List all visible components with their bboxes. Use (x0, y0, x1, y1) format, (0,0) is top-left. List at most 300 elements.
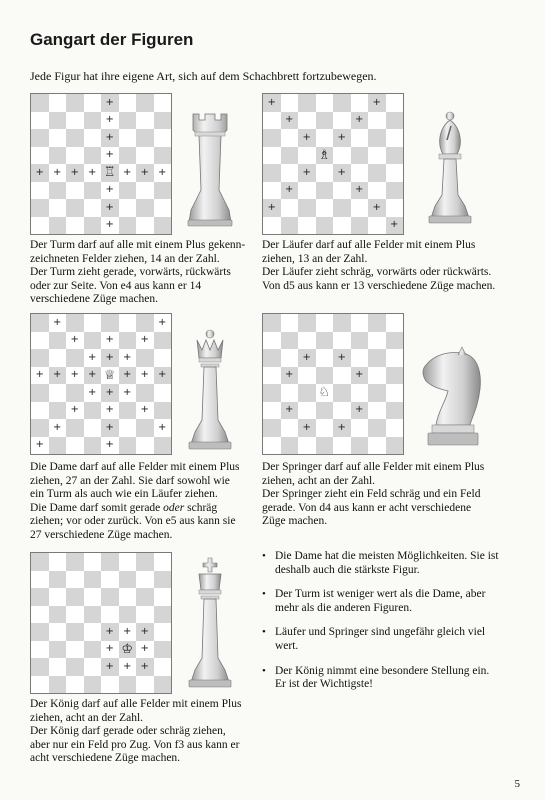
plus-marker: + (390, 219, 399, 231)
caption-line: Der Turm zieht gerade, vorwärts, rückwärts (30, 266, 231, 279)
caption-line: aber nur ein Feld pro Zug. Von f3 aus kann er (30, 738, 240, 751)
plus-marker: + (35, 166, 44, 178)
board-square (154, 437, 172, 455)
board-square (333, 349, 351, 367)
board-square (298, 332, 316, 350)
board-square (333, 367, 351, 385)
board-square (368, 314, 386, 332)
plus-marker: + (35, 369, 44, 381)
bishop-piece-icon: ♗ (318, 147, 331, 163)
board-square (281, 129, 299, 147)
plus-marker: + (105, 219, 114, 231)
plus-marker: + (158, 369, 167, 381)
board-square (298, 129, 316, 147)
plus-marker: + (140, 404, 149, 416)
board-square (386, 164, 404, 182)
caption-rook (30, 239, 280, 307)
board-square (386, 437, 404, 455)
plus-marker: + (105, 351, 114, 363)
board-square (136, 332, 154, 350)
caption-line: Der König darf auf alle Felder mit einem Plus (30, 698, 242, 710)
board-square (119, 606, 137, 624)
board-square (351, 332, 369, 350)
board-square (84, 676, 102, 694)
board-square (368, 164, 386, 182)
caption-line: ziehen, acht an der Zahl. (30, 711, 144, 724)
plus-marker: + (105, 96, 114, 108)
board-square (333, 437, 351, 455)
board-square (333, 217, 351, 235)
plus-marker: + (105, 334, 114, 346)
bullet-dot-icon: • (262, 550, 266, 562)
plus-marker: + (302, 351, 311, 363)
board-square (119, 658, 137, 676)
board-square (136, 147, 154, 165)
board-square (101, 94, 119, 112)
plus-marker: + (140, 643, 149, 655)
board-square (101, 641, 119, 659)
board-square (154, 349, 172, 367)
board-square (119, 182, 137, 200)
board-square (31, 553, 49, 571)
queen-piece-icon: ♕ (103, 367, 116, 383)
board-square (316, 147, 334, 165)
board-square (298, 349, 316, 367)
board-square (84, 314, 102, 332)
caption-line: gerade. Von d4 aus kann er acht verschiedene (262, 501, 472, 514)
board-square (66, 129, 84, 147)
board-square (101, 217, 119, 235)
bullet-item (260, 550, 515, 577)
board-square (316, 402, 334, 420)
board-square (154, 402, 172, 420)
caption-line: Der Läufer darf auf alle Felder mit einem Plus (262, 239, 476, 251)
caption-line: Von d5 aus kann er 13 verschiedene Züge machen. (262, 279, 496, 292)
board-square (84, 217, 102, 235)
board-square (316, 332, 334, 350)
plus-marker: + (88, 386, 97, 398)
plus-marker: + (70, 166, 79, 178)
board-square (31, 129, 49, 147)
board-square (154, 623, 172, 641)
board-square (154, 641, 172, 659)
page-title: Gangart der Figuren (30, 30, 194, 49)
board-square (298, 437, 316, 455)
board-square (101, 571, 119, 589)
board-square (31, 112, 49, 130)
board-square (298, 199, 316, 217)
board-square (281, 164, 299, 182)
board-square (84, 129, 102, 147)
plus-marker: + (105, 131, 114, 143)
board-square (154, 199, 172, 217)
board-square (66, 676, 84, 694)
plus-marker: + (105, 149, 114, 161)
board-square (368, 199, 386, 217)
king-piece-icon: ♔ (121, 641, 134, 657)
plus-marker: + (140, 625, 149, 637)
board-square (263, 129, 281, 147)
board-square (136, 199, 154, 217)
board-square (351, 419, 369, 437)
board-square (263, 94, 281, 112)
board-square (84, 553, 102, 571)
plus-marker: + (123, 660, 132, 672)
board-square (351, 199, 369, 217)
board-square (154, 332, 172, 350)
board-square (154, 147, 172, 165)
board-square (84, 332, 102, 350)
board-square (316, 112, 334, 130)
board-square (49, 676, 67, 694)
board-square (101, 588, 119, 606)
board-square (101, 147, 119, 165)
board-square (386, 384, 404, 402)
plus-marker: + (123, 351, 132, 363)
board-square (298, 419, 316, 437)
board-square (84, 658, 102, 676)
board-square (84, 384, 102, 402)
board-square (154, 129, 172, 147)
board-square (136, 641, 154, 659)
board-square (386, 402, 404, 420)
caption-line: verschiedene Züge machen. (30, 293, 159, 306)
plus-marker: + (53, 421, 62, 433)
board-square (66, 217, 84, 235)
board-square (49, 641, 67, 659)
caption-line: Der König darf gerade oder schräg ziehen, (30, 725, 226, 738)
board-square (31, 623, 49, 641)
caption-line: ziehen; vor oder zurück. Von e5 aus kann sie (30, 515, 236, 528)
board-square (31, 571, 49, 589)
board-square (368, 349, 386, 367)
board-square (154, 419, 172, 437)
board-square (298, 112, 316, 130)
board-square (136, 676, 154, 694)
board-square (119, 147, 137, 165)
board-square (101, 367, 119, 385)
board-square (154, 571, 172, 589)
board-square (136, 606, 154, 624)
plus-marker: + (35, 439, 44, 451)
board-square (281, 419, 299, 437)
board-square (66, 623, 84, 641)
plus-marker: + (53, 166, 62, 178)
board-square (351, 437, 369, 455)
board-square (119, 641, 137, 659)
board-square (119, 384, 137, 402)
board-square (31, 658, 49, 676)
board-square (49, 147, 67, 165)
board-square (368, 367, 386, 385)
board-square (31, 437, 49, 455)
board-square (263, 199, 281, 217)
board-square (281, 437, 299, 455)
board-square (136, 402, 154, 420)
caption-line: Die Dame darf auf alle Felder mit einem Plus (30, 461, 240, 473)
board-square (119, 199, 137, 217)
plus-marker: + (105, 404, 114, 416)
board-square (368, 437, 386, 455)
board-square (136, 384, 154, 402)
board-square (84, 94, 102, 112)
chessboard-rook (30, 93, 172, 235)
queen-figure (185, 328, 235, 458)
board-square (298, 314, 316, 332)
board-square (101, 553, 119, 571)
board-square (154, 217, 172, 235)
board-square (119, 314, 137, 332)
board-square (119, 164, 137, 182)
board-square (84, 641, 102, 659)
board-square (31, 676, 49, 694)
rook-figure (185, 110, 235, 230)
board-square (136, 314, 154, 332)
board-square (119, 437, 137, 455)
board-square (136, 419, 154, 437)
plus-marker: + (355, 114, 364, 126)
board-square (101, 164, 119, 182)
board-square (351, 129, 369, 147)
board-square (101, 349, 119, 367)
plus-marker: + (123, 625, 132, 637)
bullet-dot-icon: • (262, 664, 266, 677)
board-square (281, 147, 299, 165)
board-square (154, 553, 172, 571)
board-square (263, 349, 281, 367)
board-square (298, 164, 316, 182)
caption-line: Die Dame darf somit gerade oder schräg (30, 501, 218, 514)
bullet-line: mehr als die anderen Figuren. (275, 601, 412, 614)
knight-figure (418, 345, 488, 455)
plus-marker: + (105, 386, 114, 398)
page-number: 5 (514, 778, 520, 790)
plus-marker: + (105, 439, 114, 451)
plus-marker: + (158, 421, 167, 433)
plus-marker: + (123, 369, 132, 381)
plus-marker: + (140, 334, 149, 346)
board-square (66, 332, 84, 350)
board-square (316, 182, 334, 200)
board-square (368, 129, 386, 147)
bullet-line: Die Dame hat die meisten Möglichkeiten. Sie ist (275, 550, 499, 562)
board-square (66, 94, 84, 112)
board-square (84, 437, 102, 455)
board-square (136, 129, 154, 147)
plus-marker: + (302, 166, 311, 178)
board-square (84, 164, 102, 182)
board-square (101, 623, 119, 641)
board-square (31, 419, 49, 437)
knight-piece-icon: ♘ (318, 385, 331, 401)
board-square (368, 419, 386, 437)
board-square (316, 129, 334, 147)
board-square (386, 182, 404, 200)
board-square (101, 402, 119, 420)
caption-line: ziehen, acht an der Zahl. (262, 474, 376, 487)
summary-bullet-list (260, 550, 515, 703)
board-square (119, 588, 137, 606)
board-square (298, 384, 316, 402)
board-square (49, 571, 67, 589)
board-square (351, 402, 369, 420)
board-square (368, 112, 386, 130)
board-square (154, 182, 172, 200)
board-square (333, 199, 351, 217)
plus-marker: + (337, 421, 346, 433)
plus-marker: + (158, 166, 167, 178)
board-square (31, 217, 49, 235)
plus-marker: + (337, 351, 346, 363)
plus-marker: + (372, 96, 381, 108)
caption-line: Der Springer zieht ein Feld schräg und ein Feld (262, 488, 481, 501)
caption-line: ziehen, 13 an der Zahl. (262, 252, 368, 265)
board-square (316, 349, 334, 367)
board-square (154, 164, 172, 182)
board-square (333, 402, 351, 420)
bullet-line: Der König nimmt eine besondere Stellung ein. (275, 664, 490, 677)
board-square (66, 641, 84, 659)
board-square (386, 419, 404, 437)
plus-marker: + (88, 351, 97, 363)
board-square (84, 349, 102, 367)
board-square (101, 606, 119, 624)
board-square (333, 182, 351, 200)
board-square (316, 94, 334, 112)
caption-line: Züge machen. (262, 515, 328, 528)
board-square (136, 553, 154, 571)
board-square (386, 199, 404, 217)
board-square (333, 112, 351, 130)
board-square (119, 112, 137, 130)
board-square (119, 332, 137, 350)
board-square (154, 676, 172, 694)
board-square (31, 332, 49, 350)
caption-bishop (262, 239, 512, 293)
caption-line: oder zur Seite. Von e4 aus kann er 14 (30, 279, 202, 292)
caption-line: acht verschiedene Züge machen. (30, 752, 181, 765)
caption-line: zeichneten Felder ziehen, 14 an der Zahl. (30, 252, 220, 265)
board-square (263, 217, 281, 235)
board-square (49, 129, 67, 147)
board-square (49, 384, 67, 402)
board-square (101, 112, 119, 130)
board-square (66, 112, 84, 130)
board-square (31, 147, 49, 165)
board-square (316, 217, 334, 235)
plus-marker: + (70, 369, 79, 381)
board-square (351, 384, 369, 402)
board-square (281, 217, 299, 235)
plus-marker: + (123, 386, 132, 398)
board-square (49, 367, 67, 385)
board-square (119, 571, 137, 589)
bullet-dot-icon: • (262, 626, 266, 639)
plus-marker: + (105, 201, 114, 213)
caption-king (30, 698, 280, 766)
bullet-line: Läufer und Springer sind ungefähr gleich viel (275, 626, 486, 639)
board-square (333, 129, 351, 147)
board-square (84, 182, 102, 200)
board-square (386, 332, 404, 350)
board-square (119, 402, 137, 420)
board-square (31, 588, 49, 606)
plus-marker: + (337, 166, 346, 178)
board-square (49, 112, 67, 130)
board-square (84, 112, 102, 130)
board-square (333, 314, 351, 332)
board-square (136, 112, 154, 130)
board-square (351, 112, 369, 130)
rook-piece-icon: ♖ (103, 165, 116, 181)
caption-knight (262, 461, 512, 529)
board-square (66, 606, 84, 624)
board-square (386, 367, 404, 385)
board-square (298, 182, 316, 200)
plus-marker: + (53, 316, 62, 328)
board-square (298, 94, 316, 112)
board-square (281, 94, 299, 112)
board-square (49, 217, 67, 235)
chessboard-knight (262, 313, 404, 455)
board-square (84, 571, 102, 589)
bullet-item (260, 626, 515, 653)
board-square (66, 349, 84, 367)
board-square (351, 94, 369, 112)
board-square (386, 129, 404, 147)
plus-marker: + (105, 421, 114, 433)
board-square (66, 147, 84, 165)
board-square (281, 182, 299, 200)
board-square (136, 658, 154, 676)
board-square (281, 112, 299, 130)
plus-marker: + (140, 166, 149, 178)
board-square (136, 94, 154, 112)
board-square (386, 217, 404, 235)
plus-marker: + (70, 404, 79, 416)
board-square (136, 588, 154, 606)
board-square (49, 606, 67, 624)
board-square (136, 367, 154, 385)
board-square (66, 571, 84, 589)
board-square (119, 217, 137, 235)
board-square (31, 384, 49, 402)
plus-marker: + (355, 404, 364, 416)
board-square (281, 349, 299, 367)
board-square (136, 623, 154, 641)
board-square (333, 147, 351, 165)
board-square (31, 402, 49, 420)
board-square (119, 676, 137, 694)
board-square (263, 147, 281, 165)
board-square (298, 217, 316, 235)
board-square (66, 419, 84, 437)
board-square (351, 217, 369, 235)
board-square (49, 332, 67, 350)
plus-marker: + (285, 404, 294, 416)
board-square (31, 182, 49, 200)
caption-line: Der Springer darf auf alle Felder mit einem Plus (262, 461, 485, 473)
board-square (49, 588, 67, 606)
board-square (136, 182, 154, 200)
board-square (368, 402, 386, 420)
board-square (66, 588, 84, 606)
board-square (263, 112, 281, 130)
board-square (119, 623, 137, 641)
board-square (119, 94, 137, 112)
board-square (368, 94, 386, 112)
plus-marker: + (285, 114, 294, 126)
